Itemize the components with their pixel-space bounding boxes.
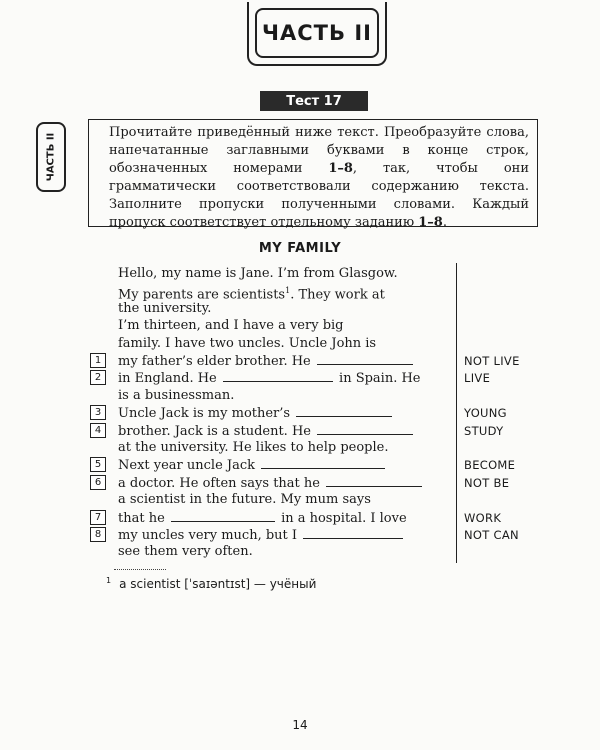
line-text: brother. Jack is a student. He xyxy=(118,424,311,439)
base-word-1: NOT LIVE xyxy=(464,354,520,368)
text-line xyxy=(118,317,448,335)
side-tab xyxy=(36,122,66,192)
text-line xyxy=(118,509,448,527)
text-line xyxy=(118,439,448,457)
text-line xyxy=(118,422,448,440)
instruction-box xyxy=(88,119,538,230)
instruction-line: Заполните пропуски полученными словами. Каждый xyxy=(109,197,529,212)
base-word-4: STUDY xyxy=(464,424,504,438)
line-text: family. I have two uncles. Uncle John is xyxy=(118,336,377,351)
line-text: . They work at xyxy=(290,287,385,303)
line-text: Next year uncle Jack xyxy=(118,458,256,473)
base-word-5: BECOME xyxy=(464,458,516,472)
line-text: Hello, my name is Jane. I’m from Glasgow. xyxy=(118,266,398,281)
answer-blank-8[interactable] xyxy=(303,526,403,539)
instruction-line: Прочитайте приведённый ниже текст. Преобразуйте xyxy=(109,125,482,140)
instruction-line: пропуск соответствует отдельному заданию xyxy=(109,215,419,230)
text-line xyxy=(118,543,448,561)
answer-blank-6[interactable] xyxy=(326,474,422,487)
answer-blank-5[interactable] xyxy=(261,456,385,469)
task-number-5: 5 xyxy=(90,457,106,472)
footnote xyxy=(106,576,316,591)
task-number-3: 3 xyxy=(90,405,106,420)
task-number-6: 6 xyxy=(90,475,106,490)
line-text: Uncle Jack is my mother’s xyxy=(118,406,291,421)
line-text: a doctor. He often says that he xyxy=(118,476,320,491)
line-text: the university. xyxy=(118,301,212,316)
text-line xyxy=(118,456,448,474)
task-number-2: 2 xyxy=(90,370,106,385)
text-line xyxy=(118,404,448,422)
line-text: in England. He xyxy=(118,371,217,386)
base-word-3: YOUNG xyxy=(464,406,507,420)
instruction-line: грамматически соответствовали содержанию текста. xyxy=(109,179,529,194)
line-text: my father’s elder brother. He xyxy=(118,354,311,369)
base-word-7: WORK xyxy=(464,511,502,525)
text-line xyxy=(118,474,448,492)
task-number-1: 1 xyxy=(90,353,106,368)
line-text: at the university. He likes to help people. xyxy=(118,440,389,455)
footnote-rule xyxy=(114,569,166,570)
side-tab-label: ЧАСТЬ II xyxy=(45,132,57,182)
instruction-range: 1–8 xyxy=(328,161,353,176)
text-line xyxy=(118,265,448,283)
text-line xyxy=(118,491,448,509)
line-text: My parents are scientists xyxy=(118,287,286,303)
instruction-line: . xyxy=(442,215,447,230)
answer-blank-7[interactable] xyxy=(171,509,275,522)
line-text: a scientist in the future. My mum says xyxy=(118,492,371,507)
text-line xyxy=(118,300,448,318)
footnote-mark: 1 xyxy=(106,576,112,585)
task-number-7: 7 xyxy=(90,510,106,525)
part-title: ЧАСТЬ II xyxy=(255,8,379,58)
line-text: my uncles very much, but I xyxy=(118,528,298,543)
text-line xyxy=(118,369,448,387)
line-text: that he xyxy=(118,511,165,526)
instruction-line: строк, обозначенных номерами xyxy=(109,143,529,176)
instruction-range: 1–8 xyxy=(418,215,443,230)
part-header xyxy=(247,2,387,66)
task-number-4: 4 xyxy=(90,423,106,438)
text-line xyxy=(118,282,448,303)
task-number-8: 8 xyxy=(90,527,106,542)
page-number: 14 xyxy=(292,718,308,732)
base-word-2: LIVE xyxy=(464,371,491,385)
text-line xyxy=(118,526,448,544)
answer-blank-1[interactable] xyxy=(317,352,413,365)
line-text: see them very often. xyxy=(118,544,253,559)
footnote-ref: 1 xyxy=(285,286,291,295)
line-text: in Spain. He xyxy=(339,371,421,386)
column-divider xyxy=(456,263,457,563)
line-text: I’m thirteen, and I have a very big xyxy=(118,318,344,333)
base-word-8: NOT CAN xyxy=(464,528,519,542)
text-line xyxy=(118,387,448,405)
story-title: MY FAMILY xyxy=(258,241,342,256)
test-badge: Тест 17 xyxy=(260,91,368,111)
instruction-line: , так, чтобы они xyxy=(352,161,529,176)
instruction-line: слова, напечатанные заглавными буквами в конце xyxy=(109,125,529,158)
answer-blank-3[interactable] xyxy=(296,404,392,417)
answer-blank-2[interactable] xyxy=(223,369,333,382)
answer-blank-4[interactable] xyxy=(317,422,413,435)
footnote-text: a scientist [ˈsaɪəntɪst] — учёный xyxy=(119,577,317,591)
line-text: is a businessman. xyxy=(118,388,235,403)
base-word-6: NOT BE xyxy=(464,476,510,490)
text-line xyxy=(118,352,448,370)
line-text: in a hospital. I love xyxy=(281,511,407,526)
text-line xyxy=(118,335,448,353)
